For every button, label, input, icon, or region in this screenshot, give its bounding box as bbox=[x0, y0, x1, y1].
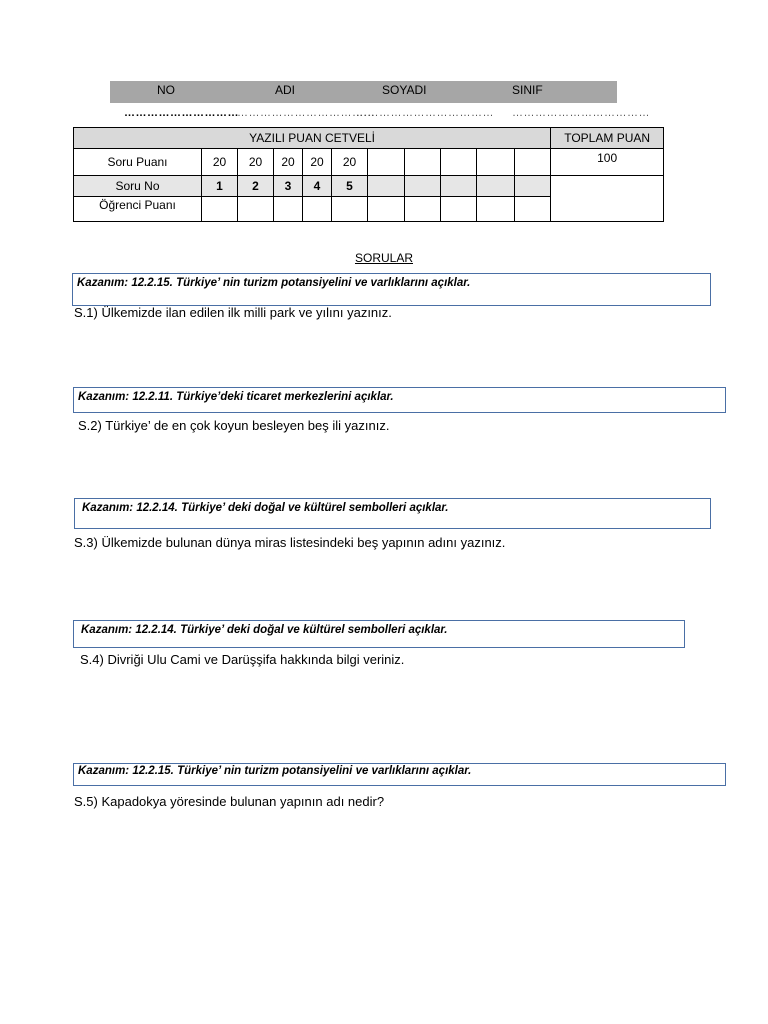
empty-cell bbox=[441, 176, 477, 197]
question-points-label: Soru Puanı bbox=[74, 149, 202, 176]
question-points-cell: 20 bbox=[238, 149, 274, 176]
empty-cell bbox=[368, 176, 405, 197]
question-points-cell: 20 bbox=[202, 149, 238, 176]
empty-cell bbox=[441, 197, 477, 222]
questions-title: SORULAR bbox=[354, 251, 413, 265]
question-number-cell: 4 bbox=[303, 176, 332, 197]
soyadi-label: SOYADI bbox=[382, 83, 427, 97]
student-points-cell[interactable] bbox=[303, 197, 332, 222]
question-number-label: Soru No bbox=[74, 176, 202, 197]
question-4: S.4) Divriği Ulu Cami ve Darüşşifa hakkında bilgi veriniz. bbox=[80, 652, 405, 667]
score-table bbox=[73, 127, 664, 222]
sinif-label: SINIF bbox=[512, 83, 543, 97]
question-points-cell: 20 bbox=[274, 149, 303, 176]
question-number-cell: 3 bbox=[274, 176, 303, 197]
question-5: S.5) Kapadokya yöresinde bulunan yapının adı nedir? bbox=[74, 794, 385, 809]
soyadi-dots: ……………………………… bbox=[356, 107, 494, 119]
empty-cell bbox=[477, 197, 515, 222]
adi-label: ADI bbox=[275, 83, 296, 97]
kazanim-box-5: Kazanım: 12.2.15. Türkiye’ nin turizm potansiyelini ve varlıklarını açıklar. bbox=[73, 763, 726, 786]
empty-cell bbox=[477, 176, 515, 197]
sinif-dots: ……………………………… bbox=[512, 107, 650, 119]
question-3: S.3) Ülkemizde bulunan dünya miras listesindeki beş yapının adını yazınız. bbox=[74, 535, 506, 550]
total-score-input-cell[interactable] bbox=[551, 176, 664, 222]
empty-cell bbox=[515, 149, 551, 176]
total-score-value: 100 bbox=[551, 149, 664, 176]
empty-cell bbox=[515, 176, 551, 197]
question-points-cell: 20 bbox=[332, 149, 368, 176]
empty-cell bbox=[405, 149, 441, 176]
question-1: S.1) Ülkemizde ilan edilen ilk milli park ve yılını yazınız. bbox=[74, 305, 392, 320]
adi-dots: ……………………………… bbox=[237, 107, 375, 119]
empty-cell bbox=[515, 197, 551, 222]
empty-cell bbox=[405, 176, 441, 197]
student-points-label: Öğrenci Puanı bbox=[74, 197, 202, 222]
question-number-cell: 1 bbox=[202, 176, 238, 197]
student-points-cell[interactable] bbox=[238, 197, 274, 222]
student-points-cell[interactable] bbox=[274, 197, 303, 222]
total-score-label: TOPLAM PUAN bbox=[551, 128, 664, 149]
question-number-cell: 2 bbox=[238, 176, 274, 197]
kazanim-box-4: Kazanım: 12.2.14. Türkiye’ deki doğal ve kültürel sembolleri açıklar. bbox=[73, 620, 685, 648]
student-points-cell[interactable] bbox=[332, 197, 368, 222]
score-table-title: YAZILI PUAN CETVELİ bbox=[74, 128, 551, 149]
empty-cell bbox=[405, 197, 441, 222]
student-info-header bbox=[110, 81, 617, 103]
kazanim-box-2: Kazanım: 12.2.11. Türkiye’deki ticaret merkezlerini açıklar. bbox=[73, 387, 726, 413]
question-2: S.2) Türkiye’ de en çok koyun besleyen beş ili yazınız. bbox=[78, 418, 390, 433]
empty-cell bbox=[477, 149, 515, 176]
question-points-cell: 20 bbox=[303, 149, 332, 176]
no-label: NO bbox=[157, 83, 175, 97]
kazanim-box-1: Kazanım: 12.2.15. Türkiye’ nin turizm potansiyelini ve varlıklarını açıklar. bbox=[72, 273, 711, 306]
empty-cell bbox=[368, 197, 405, 222]
kazanim-box-3: Kazanım: 12.2.14. Türkiye’ deki doğal ve kültürel sembolleri açıklar. bbox=[74, 498, 711, 529]
question-number-cell: 5 bbox=[332, 176, 368, 197]
empty-cell bbox=[368, 149, 405, 176]
empty-cell bbox=[441, 149, 477, 176]
student-points-cell[interactable] bbox=[202, 197, 238, 222]
no-dots: ………………………… bbox=[124, 107, 239, 119]
